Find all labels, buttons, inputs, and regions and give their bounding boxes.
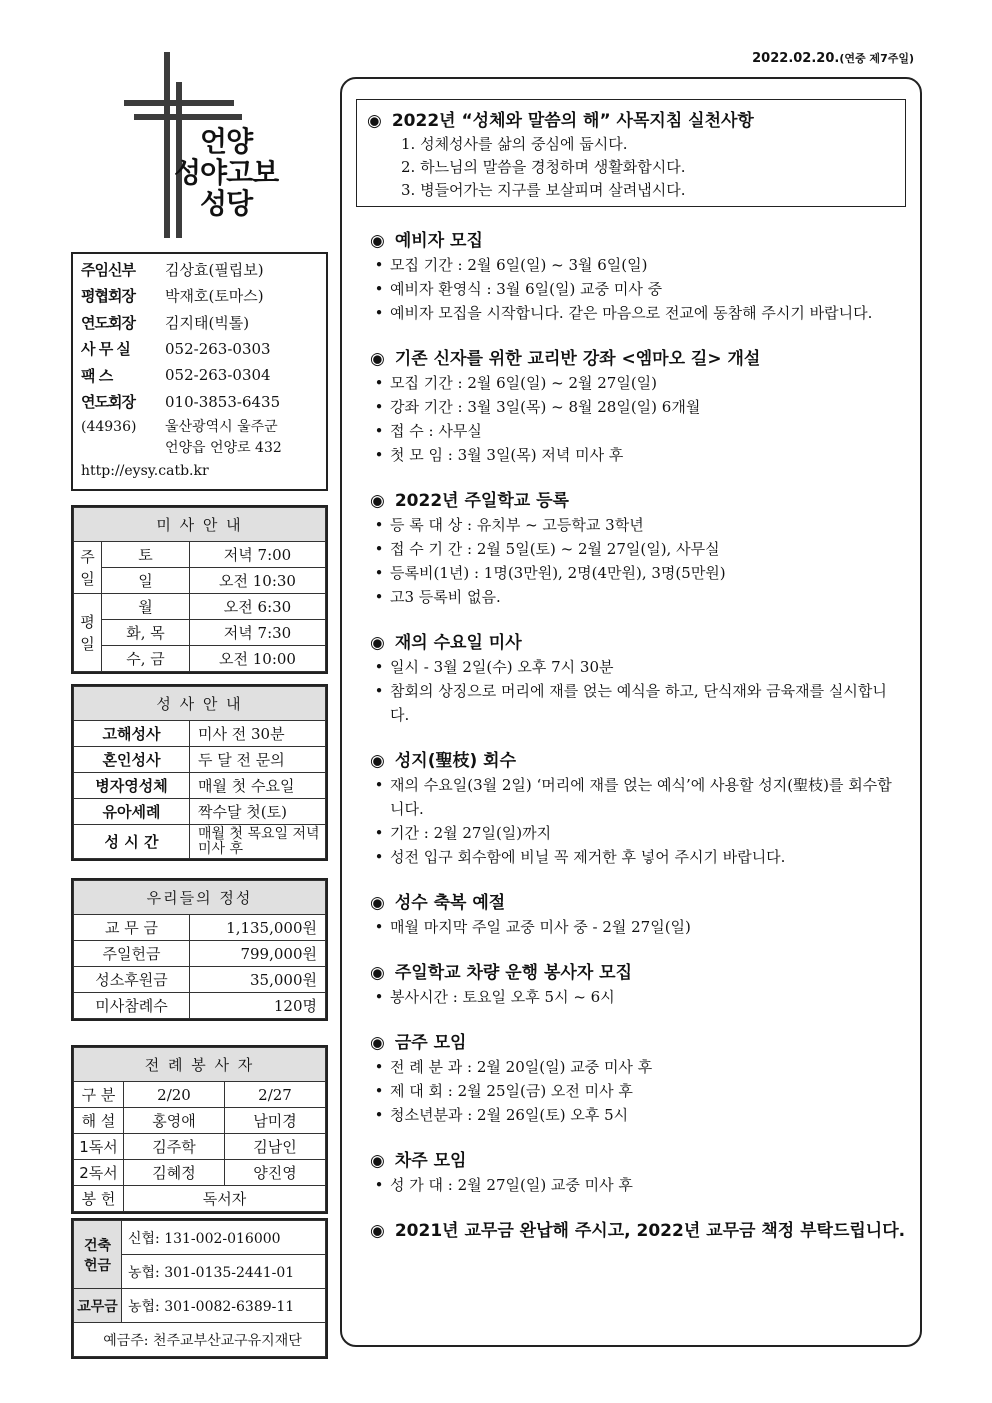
- list-item: • 재의 수요일(3월 2일) ‘머리에 재를 얹는 예식’에 사용할 성지(聖枝)를 회수합니다.: [374, 776, 892, 818]
- list-item: • 모집 기간 : 2월 6일(일) ~ 3월 6일(일): [374, 256, 648, 274]
- section-title: ◉ 금주 모임: [370, 1033, 467, 1053]
- list-item: • 접 수 : 사무실: [374, 422, 482, 440]
- section-title: ◉ 기존 신자를 위한 교리반 강좌 <엠마오 길> 개설: [370, 349, 761, 369]
- section-title: ◉ 성수 축복 예절: [370, 893, 506, 913]
- section-title: ◉ 2021년 교무금 완납해 주시고, 2022년 교무금 책정 부탁드립니다.: [370, 1221, 906, 1241]
- list-item: • 청소년분과 : 2월 26일(토) 오후 5시: [374, 1106, 629, 1124]
- list-item: • 참회의 상징으로 머리에 재를 얹는 예식을 하고, 단식재와 금육재를 실시합니다.: [374, 682, 887, 724]
- announcement-section: [356, 1031, 906, 1127]
- list-item: • 전 례 분 과 : 2월 20일(일) 교중 미사 후: [374, 1058, 653, 1076]
- list-item: • 예비자 모집을 시작합니다. 같은 마음으로 전교에 동참해 주시기 바랍니다.: [374, 304, 873, 322]
- announcement-section: [356, 1219, 906, 1243]
- offerings: 우리들의 정성 교 무 금 1,135,000원 주일헌금 799,000원 성소후원금 35,000원 미사참례수 120명: [71, 878, 328, 1021]
- list-item: • 등록비(1년) : 1명(3만원), 2명(4만원), 3명(5만원): [374, 564, 726, 582]
- section-title: ◉ 2022년 주일학교 등록: [370, 491, 569, 511]
- sunday-label: 주 일: [74, 542, 102, 594]
- info-row: 연도회장 010-3853-6435: [81, 392, 281, 412]
- list-item: • 예비자 환영식 : 3월 6일(일) 교중 미사 중: [374, 280, 663, 298]
- announcement-section: [356, 1149, 906, 1197]
- list-item: • 첫 모 임 : 3월 3일(목) 저녁 미사 후: [374, 446, 624, 464]
- announcement-section: [356, 749, 906, 869]
- mass-title: 미 사 안 내: [74, 508, 326, 542]
- list-item: • 고3 등록비 없음.: [374, 588, 501, 606]
- weekday-label: 평 일: [74, 594, 102, 672]
- list-item: • 기간 : 2월 27일(일)까지: [374, 824, 552, 842]
- list-item: • 강좌 기간 : 3월 3일(목) ~ 8월 28일(일) 6개월: [374, 398, 701, 416]
- announcement-section: [356, 631, 906, 727]
- list-item: • 접 수 기 간 : 2월 5일(토) ~ 2월 27일(일), 사무실: [374, 540, 720, 558]
- section-title: ◉ 예비자 모집: [370, 231, 483, 251]
- list-item: • 제 대 회 : 2월 25일(금) 오전 미사 후: [374, 1082, 633, 1100]
- liturgy-servers: 전 례 봉 사 자 구 분 2/20 2/27 해 설 홍영애 남미경 1독서 김주학 김남인 2독서 김혜정 양진영 봉 헌 독서자: [71, 1045, 328, 1214]
- info-row: 평협회장 박재호(토마스): [81, 287, 264, 306]
- section-title: ◉ 차주 모임: [370, 1151, 467, 1171]
- cross-icon: [164, 52, 170, 238]
- list-item: • 등 록 대 상 : 유치부 ~ 고등학교 3학년: [374, 516, 644, 534]
- parish-logo: [124, 52, 304, 238]
- info-row: 연도회장 김지태(빅톨): [81, 313, 250, 332]
- list-item: • 매월 마지막 주일 교중 미사 중 - 2월 27일(일): [374, 918, 691, 936]
- parish-name: 언양 성야고보 성당: [174, 125, 279, 220]
- list-item: • 성 가 대 : 2월 27일(일) 교중 미사 후: [374, 1176, 633, 1194]
- announcement-section: [356, 489, 906, 609]
- section-title: ◉ 재의 수요일 미사: [370, 633, 522, 653]
- info-row: 팩 스 052-263-0304: [81, 366, 271, 385]
- announcement-section: [356, 229, 906, 325]
- list-item: • 일시 - 3월 2일(수) 오후 7시 30분: [374, 658, 614, 676]
- list-item: • 성전 입구 회수함에 비닐 꼭 제거한 후 넣어 주시기 바랍니다.: [374, 848, 786, 866]
- section-title: ◉ 성지(聖枝) 회수: [370, 751, 516, 771]
- announcements: [340, 77, 922, 1347]
- account-holder: 예금주: 천주교부산교구유지재단: [74, 1323, 326, 1357]
- building-fund-label: 건축 헌금: [74, 1221, 122, 1289]
- address: (44936) 울산광역시 울주군 언양읍 언양로 432: [81, 419, 282, 456]
- announcement-section: [356, 961, 906, 1009]
- announcement-section: [356, 347, 906, 467]
- bulletin-date: 2022.02.20.(연중 제7주일): [752, 51, 914, 66]
- info-row: 사 무 실 052-263-0303: [81, 339, 271, 359]
- website-link[interactable]: http://eysy.catb.kr: [81, 463, 209, 479]
- mass-schedule: 미 사 안 내 주 일 토 저녁 7:00 일 오전 10:30 평 일 월 오전 6:30 화, 목 저녁 7:30 수, 금 오전 10:00: [71, 505, 328, 674]
- list-item: • 봉사시간 : 토요일 오후 5시 ~ 6시: [374, 988, 615, 1006]
- bank-accounts: 건축 헌금 신협: 131-002-016000 농협: 301-0135-2441-01 교무금 농협: 301-0082-6389-11 예금주: 천주교부산교구유지재단: [71, 1218, 328, 1359]
- parish-info: [71, 252, 328, 491]
- section-title: ◉ 주일학교 차량 운행 봉사자 모집: [370, 963, 633, 983]
- sacrament-guide: 성 사 안 내 고해성사 미사 전 30분 혼인성사 두 달 전 문의 병자영성체 매월 첫 수요일 유아세례 짝수달 첫(토) 성 시 간 매월 첫 목요일 저녁미사 후: [71, 684, 328, 861]
- tithe-label: 교무금: [74, 1289, 122, 1323]
- info-row: 주임신부 김상효(필립보): [81, 260, 264, 279]
- list-item: • 모집 기간 : 2월 6일(일) ~ 2월 27일(일): [374, 374, 658, 392]
- announcement-section: [356, 891, 906, 939]
- pastoral-guidelines: ◉ 2022년 “성체와 말씀의 해” 사목지침 실천사항 1. 성체성사를 삶의 중심에 둡시다. 2. 하느님의 말씀을 경청하며 생활화합시다. 3. 병들어가는 지구를 보살피며 살려냅시다.: [356, 99, 906, 207]
